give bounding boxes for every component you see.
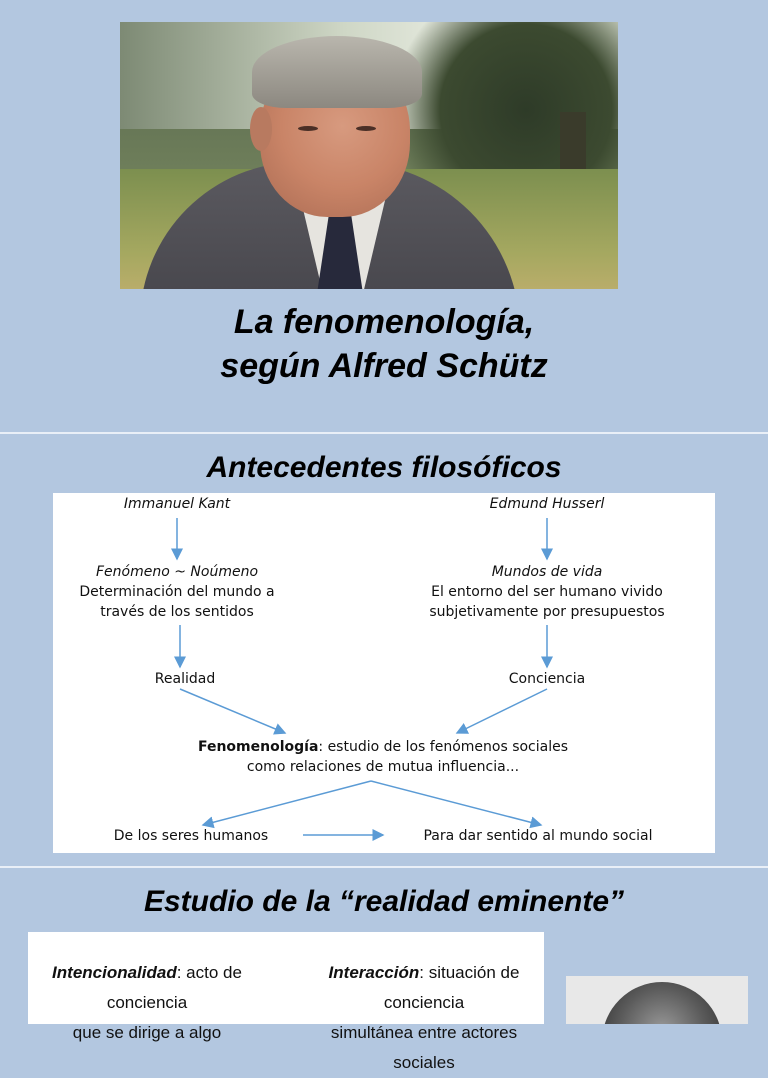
intencionalidad-term: Intencionalidad [52, 963, 177, 982]
bottom-left-node: De los seres humanos [113, 828, 269, 844]
slide-1 [0, 0, 768, 432]
slide-3-title: Estudio de la “realidad eminente” [143, 885, 625, 918]
left-author: Immanuel Kant [123, 496, 231, 512]
right-concept: Mundos de vida [491, 564, 603, 580]
interaccion-definition [304, 958, 544, 1078]
center-definition [93, 737, 673, 757]
arrow-realidad-to-center [180, 689, 285, 733]
interaccion-def-part-1: : situación de conciencia [383, 963, 520, 1012]
left-desc-line-1: Determinación del mundo a [79, 584, 275, 600]
center-def-part-1: : estudio de los fenómenos sociales [318, 739, 569, 755]
arrow-center-to-left [203, 781, 371, 825]
portrait-photo [120, 22, 618, 289]
slide-1-title [0, 300, 768, 388]
intencionalidad-definition [32, 958, 262, 1048]
title-line-2: según Alfred Schütz [220, 347, 548, 385]
left-desc-line-2: través de los sentidos [100, 604, 254, 620]
intencionalidad-def-part-1: : acto de conciencia [106, 963, 242, 1012]
right-desc-line-1: El entorno del ser humano vivido [431, 584, 663, 600]
left-result: Realidad [154, 671, 216, 687]
title-line-1: La fenomenología, [233, 303, 535, 341]
center-term: Fenomenología [197, 739, 319, 755]
definitions-panel [28, 932, 544, 1072]
arrow-center-to-right [371, 781, 541, 825]
intencionalidad-def-line-2: que se dirige a algo [72, 1023, 222, 1042]
slide-divider [0, 432, 768, 434]
concept-diagram [53, 493, 715, 853]
slide-2-title: Antecedentes filosóficos [206, 451, 562, 484]
right-author: Edmund Husserl [489, 496, 605, 512]
center-def-line-2: como relaciones de mutua influencia... [246, 759, 520, 775]
slide-divider [0, 866, 768, 868]
arrow-conciencia-to-center [457, 689, 547, 733]
portrait-photo-partial [566, 976, 748, 1024]
interaccion-def-line-2: simultánea entre actores sociales [330, 1023, 518, 1072]
right-result: Conciencia [508, 671, 586, 687]
left-concept: Fenómeno ~ Noúmeno [95, 564, 259, 580]
interaccion-term: Interacción [328, 963, 420, 982]
bottom-right-node: Para dar sentido al mundo social [423, 828, 653, 844]
right-desc-line-2: subjetivamente por presupuestos [429, 604, 665, 620]
